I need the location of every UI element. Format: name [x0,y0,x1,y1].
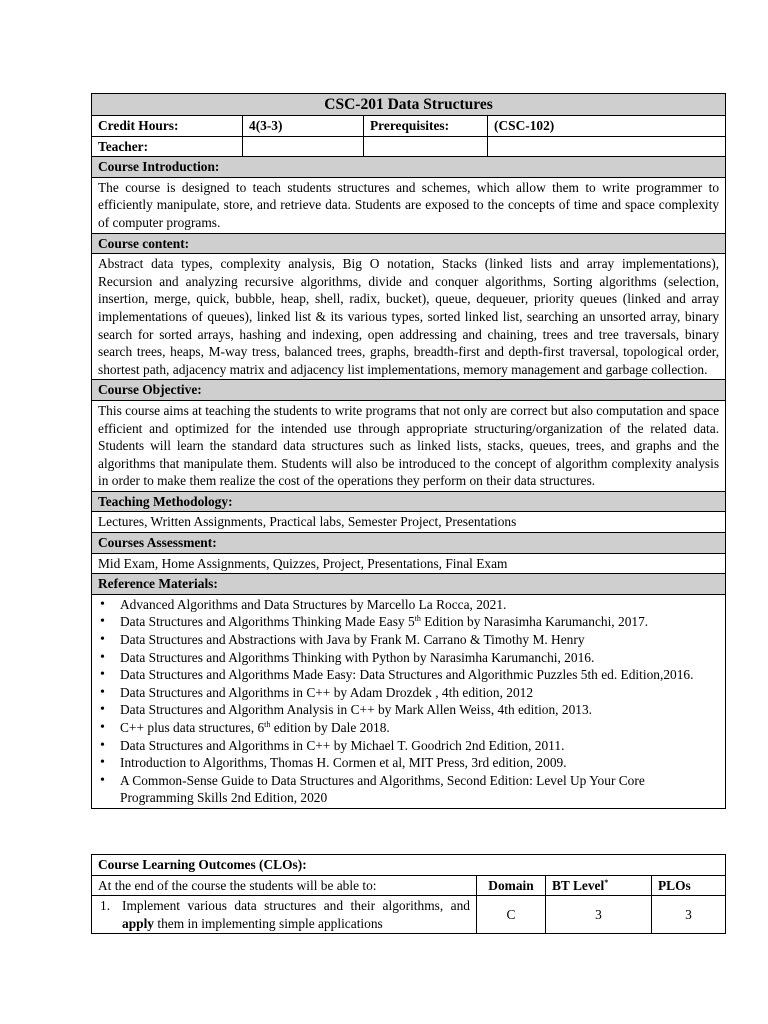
course-table [91,93,726,809]
clo-bt-level: 3 [546,896,652,934]
clo-table [91,854,726,934]
content-text: Abstract data types, complexity analysis, Big O notation, Stacks (linked lists and array implementations), Recursion and analyzing recursive algorithms, divide and conquer algorithms, Sorting algorithms (selection, insertion, merge, quick, bubble, heap, shell, radix, bucket), queue, dequeuer, priority queues (linked and array implementations of queues), linked list & its various types, sorted linked list, searching an unsorted array, binary search for sorted arrays, hashing and indexing, open addressing and chaining, trees and tree traversals, binary search trees, heaps, M-way tress, balanced trees, graphs, breadth-first and depth-first traversal, topological order, shortest path, adjacency matrix and adjacency list implementations, memory management and garbage collection. [92,254,726,380]
domain-header: Domain [477,875,546,896]
clo-domain: C [477,896,546,934]
prerequisites-label: Prerequisites: [364,116,488,137]
reference-item: • Introduction to Algorithms, Thomas H. Cormen et al, MIT Press, 3rd edition, 2009. [120,754,719,772]
teacher-value [243,136,364,157]
reference-item: • Data Structures and Algorithm Analysis in C++ by Mark Allen Weiss, 4th edition, 2013. [120,701,719,719]
assessment-heading: Courses Assessment: [92,533,726,554]
objective-text: This course aims at teaching the students to write programs that not only are correct but also computation and space efficient and optimized for the intended use through appropriate structuring/organization of the related data. Students will learn the standard data structures such as linked lists, stacks, queues, trees, and graphs and the algorithms that manipulate them. Students will also be introduced to the concept of algorithm complexity analysis in order to make them realize the cost of the operations they perform on their data structures. [92,400,726,491]
references-list [98,596,719,807]
teacher-label: Teacher: [92,136,243,157]
empty-cell [488,136,726,157]
plos-header: PLOs [652,875,726,896]
reference-item: • Data Structures and Algorithms in C++ by Michael T. Goodrich 2nd Edition, 2011. [120,737,719,755]
assessment-text: Mid Exam, Home Assignments, Quizzes, Project, Presentations, Final Exam [92,553,726,574]
objective-heading: Course Objective: [92,380,726,401]
bt-level-header: BT Level* [546,875,652,896]
references-heading: Reference Materials: [92,574,726,595]
references-cell [92,594,726,808]
clo-plos: 3 [652,896,726,934]
clo-intro: At the end of the course the students will be able to: [92,875,477,896]
reference-item: • C++ plus data structures, 6th edition by Dale 2018. [120,719,719,737]
reference-item: • Data Structures and Algorithms Thinking with Python by Narasimha Karumanchi, 2016. [120,649,719,667]
reference-item: • Data Structures and Algorithms Made Easy: Data Structures and Algorithmic Puzzles 5th ed. Edition,2016. [120,666,719,684]
clo-heading: Course Learning Outcomes (CLOs): [92,855,726,876]
methodology-text: Lectures, Written Assignments, Practical labs, Semester Project, Presentations [92,512,726,533]
reference-item: • Data Structures and Abstractions with Java by Frank M. Carrano & Timothy M. Henry [120,631,719,649]
credit-hours-value: 4(3-3) [243,116,364,137]
reference-item: • Advanced Algorithms and Data Structures by Marcello La Rocca, 2021. [120,596,719,614]
content-heading: Course content: [92,233,726,254]
clo-row [92,896,726,934]
reference-item: • Data Structures and Algorithms Thinking Made Easy 5th Edition by Narasimha Karumanchi, 2017. [120,613,719,631]
clo-text: 1. Implement various data structures and their algorithms, and apply them in implementing simple applications [92,896,477,934]
empty-cell [364,136,488,157]
introduction-heading: Course Introduction: [92,157,726,178]
course-title: CSC-201 Data Structures [92,94,726,116]
methodology-heading: Teaching Methodology: [92,491,726,512]
reference-item: • Data Structures and Algorithms in C++ by Adam Drozdek , 4th edition, 2012 [120,684,719,702]
reference-item: • A Common-Sense Guide to Data Structures and Algorithms, Second Edition: Level Up Your Core Programming Skills 2nd Edition, 2020 [120,772,719,807]
prerequisites-value: (CSC-102) [488,116,726,137]
introduction-text: The course is designed to teach students structures and schemes, which allow them to write programmer to efficiently manipulate, store, and retrieve data. Students are exposed to the concepts of time and space complexity of computer programs. [92,177,726,233]
credit-hours-label: Credit Hours: [92,116,243,137]
